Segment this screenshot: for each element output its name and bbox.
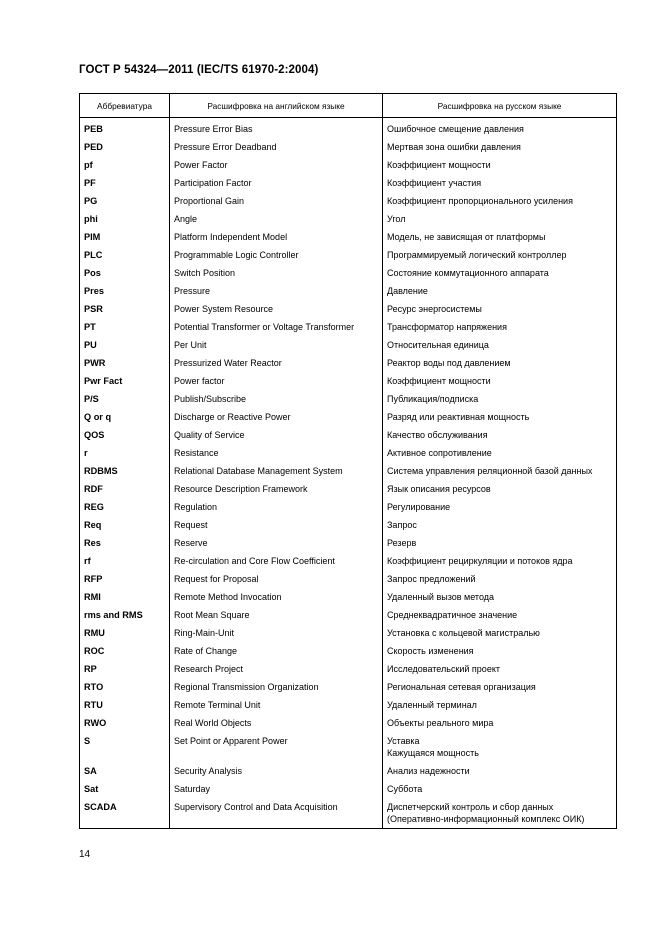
russian-cell: Удаленный вызов метода <box>383 588 617 606</box>
abbreviation-cell: phi <box>80 210 170 228</box>
abbreviation-cell: Sat <box>80 780 170 798</box>
russian-cell: Ошибочное смещение давления <box>383 118 617 139</box>
document-header: ГОСТ Р 54324—2011 (IEC/TS 61970-2:2004) <box>79 64 319 76</box>
page-number: 14 <box>79 849 91 860</box>
russian-cell: Скорость изменения <box>383 642 617 660</box>
english-cell: Relational Database Management System <box>170 462 383 480</box>
russian-cell: Реактор воды под давлением <box>383 354 617 372</box>
table-row <box>80 570 617 588</box>
abbreviation-cell: PLC <box>80 246 170 264</box>
english-cell: Regional Transmission Organization <box>170 678 383 696</box>
abbreviation-cell: PED <box>80 138 170 156</box>
abbreviation-cell: RMI <box>80 588 170 606</box>
abbreviation-cell: PIM <box>80 228 170 246</box>
abbreviation-cell: pf <box>80 156 170 174</box>
english-cell: Rate of Change <box>170 642 383 660</box>
column-header-abbreviation: Аббревиатура <box>80 94 170 118</box>
english-cell: Potential Transformer or Voltage Transformer <box>170 318 383 336</box>
abbreviation-cell: RDF <box>80 480 170 498</box>
table-row <box>80 480 617 498</box>
table-row <box>80 534 617 552</box>
russian-cell: Среднеквадратичное значение <box>383 606 617 624</box>
table-row <box>80 300 617 318</box>
abbreviation-cell: rf <box>80 552 170 570</box>
russian-cell: Трансформатор напряжения <box>383 318 617 336</box>
table-row <box>80 174 617 192</box>
table-row <box>80 354 617 372</box>
english-cell: Set Point or Apparent Power <box>170 732 383 762</box>
english-cell: Platform Independent Model <box>170 228 383 246</box>
abbreviation-cell: RP <box>80 660 170 678</box>
english-cell: Ring-Main-Unit <box>170 624 383 642</box>
russian-cell: Удаленный терминал <box>383 696 617 714</box>
english-cell: Power factor <box>170 372 383 390</box>
english-cell: Security Analysis <box>170 762 383 780</box>
russian-cell: Коэффициент рециркуляции и потоков ядра <box>383 552 617 570</box>
russian-cell: Резерв <box>383 534 617 552</box>
abbreviation-cell: ROC <box>80 642 170 660</box>
abbreviation-cell: RTO <box>80 678 170 696</box>
table-row <box>80 318 617 336</box>
russian-cell: Относительная единица <box>383 336 617 354</box>
russian-cell: Установка с кольцевой магистралью <box>383 624 617 642</box>
russian-cell: Региональная сетевая организация <box>383 678 617 696</box>
abbreviation-cell: P/S <box>80 390 170 408</box>
table-row <box>80 390 617 408</box>
table-row <box>80 210 617 228</box>
russian-cell: Анализ надежности <box>383 762 617 780</box>
russian-cell: Регулирование <box>383 498 617 516</box>
abbreviation-cell: PF <box>80 174 170 192</box>
table-row <box>80 516 617 534</box>
russian-cell: Публикация/подписка <box>383 390 617 408</box>
table-row <box>80 714 617 732</box>
table-row <box>80 138 617 156</box>
abbreviation-cell: RTU <box>80 696 170 714</box>
table-row <box>80 732 617 762</box>
english-cell: Real World Objects <box>170 714 383 732</box>
abbreviation-cell: r <box>80 444 170 462</box>
english-cell: Pressurized Water Reactor <box>170 354 383 372</box>
table-row <box>80 780 617 798</box>
russian-cell: Коэффициент мощности <box>383 156 617 174</box>
abbreviation-cell: RFP <box>80 570 170 588</box>
table-row <box>80 408 617 426</box>
russian-cell: Коэффициент участия <box>383 174 617 192</box>
abbreviation-cell: Q or q <box>80 408 170 426</box>
abbreviation-cell: RMU <box>80 624 170 642</box>
english-cell: Proportional Gain <box>170 192 383 210</box>
english-cell: Quality of Service <box>170 426 383 444</box>
table-row <box>80 798 617 829</box>
column-header-russian: Расшифровка на русском языке <box>383 94 617 118</box>
abbreviation-cell: QOS <box>80 426 170 444</box>
abbreviations-table <box>79 93 617 829</box>
russian-cell: Программируемый логический контроллер <box>383 246 617 264</box>
abbreviation-cell: PWR <box>80 354 170 372</box>
abbreviation-cell: rms and RMS <box>80 606 170 624</box>
abbreviation-cell: PSR <box>80 300 170 318</box>
table-row <box>80 678 617 696</box>
russian-cell: Суббота <box>383 780 617 798</box>
russian-cell: Язык описания ресурсов <box>383 480 617 498</box>
column-header-english: Расшифровка на английском языке <box>170 94 383 118</box>
english-cell: Saturday <box>170 780 383 798</box>
english-cell: Supervisory Control and Data Acquisition <box>170 798 383 829</box>
english-cell: Research Project <box>170 660 383 678</box>
english-cell: Power Factor <box>170 156 383 174</box>
russian-cell: Запрос предложений <box>383 570 617 588</box>
table-row <box>80 624 617 642</box>
table-row <box>80 264 617 282</box>
table-row <box>80 282 617 300</box>
english-cell: Pressure <box>170 282 383 300</box>
table-row <box>80 118 617 139</box>
table-body <box>80 118 617 829</box>
russian-cell: Коэффициент пропорционального усиления <box>383 192 617 210</box>
table-row <box>80 336 617 354</box>
abbreviation-cell: PEB <box>80 118 170 139</box>
abbreviation-cell: Pwr Fact <box>80 372 170 390</box>
table-row <box>80 498 617 516</box>
table-row <box>80 246 617 264</box>
english-cell: Resource Description Framework <box>170 480 383 498</box>
english-cell: Re-circulation and Core Flow Coefficient <box>170 552 383 570</box>
abbreviation-cell: Pos <box>80 264 170 282</box>
english-cell: Participation Factor <box>170 174 383 192</box>
russian-cell: Объекты реального мира <box>383 714 617 732</box>
abbreviation-cell: SA <box>80 762 170 780</box>
english-cell: Resistance <box>170 444 383 462</box>
table-row <box>80 192 617 210</box>
english-cell: Per Unit <box>170 336 383 354</box>
english-cell: Angle <box>170 210 383 228</box>
russian-cell: Уставка Кажущаяся мощность <box>383 732 617 762</box>
table-row <box>80 444 617 462</box>
russian-cell: Давление <box>383 282 617 300</box>
russian-cell: Угол <box>383 210 617 228</box>
abbreviation-cell: S <box>80 732 170 762</box>
table-row <box>80 642 617 660</box>
english-cell: Power System Resource <box>170 300 383 318</box>
table-row <box>80 660 617 678</box>
russian-cell: Модель, не зависящая от платформы <box>383 228 617 246</box>
abbreviations-table-container <box>79 93 616 829</box>
abbreviation-cell: SCADA <box>80 798 170 829</box>
russian-cell: Мертвая зона ошибки давления <box>383 138 617 156</box>
table-header <box>80 94 617 118</box>
abbreviation-cell: RDBMS <box>80 462 170 480</box>
english-cell: Remote Method Invocation <box>170 588 383 606</box>
table-row <box>80 462 617 480</box>
abbreviation-cell: PT <box>80 318 170 336</box>
english-cell: Pressure Error Deadband <box>170 138 383 156</box>
abbreviation-cell: PU <box>80 336 170 354</box>
russian-cell: Система управления реляционной базой данных <box>383 462 617 480</box>
table-row <box>80 372 617 390</box>
table-row <box>80 762 617 780</box>
russian-cell: Активное сопротивление <box>383 444 617 462</box>
abbreviation-cell: RWO <box>80 714 170 732</box>
table-row <box>80 606 617 624</box>
table-row <box>80 228 617 246</box>
russian-cell: Ресурс энергосистемы <box>383 300 617 318</box>
english-cell: Programmable Logic Controller <box>170 246 383 264</box>
russian-cell: Коэффициент мощности <box>383 372 617 390</box>
table-row <box>80 426 617 444</box>
abbreviation-cell: Pres <box>80 282 170 300</box>
abbreviation-cell: Req <box>80 516 170 534</box>
table-row <box>80 588 617 606</box>
english-cell: Switch Position <box>170 264 383 282</box>
table-row <box>80 696 617 714</box>
abbreviation-cell: Res <box>80 534 170 552</box>
table-row <box>80 552 617 570</box>
table-row <box>80 156 617 174</box>
russian-cell: Разряд или реактивная мощность <box>383 408 617 426</box>
english-cell: Pressure Error Bias <box>170 118 383 139</box>
abbreviation-cell: PG <box>80 192 170 210</box>
english-cell: Root Mean Square <box>170 606 383 624</box>
english-cell: Remote Terminal Unit <box>170 696 383 714</box>
english-cell: Publish/Subscribe <box>170 390 383 408</box>
russian-cell: Исследовательский проект <box>383 660 617 678</box>
english-cell: Request for Proposal <box>170 570 383 588</box>
russian-cell: Диспетчерский контроль и сбор данных (Оперативно-информационный комплекс ОИК) <box>383 798 617 829</box>
russian-cell: Качество обслуживания <box>383 426 617 444</box>
abbreviation-cell: REG <box>80 498 170 516</box>
english-cell: Discharge or Reactive Power <box>170 408 383 426</box>
russian-cell: Состояние коммутационного аппарата <box>383 264 617 282</box>
english-cell: Request <box>170 516 383 534</box>
english-cell: Regulation <box>170 498 383 516</box>
russian-cell: Запрос <box>383 516 617 534</box>
english-cell: Reserve <box>170 534 383 552</box>
